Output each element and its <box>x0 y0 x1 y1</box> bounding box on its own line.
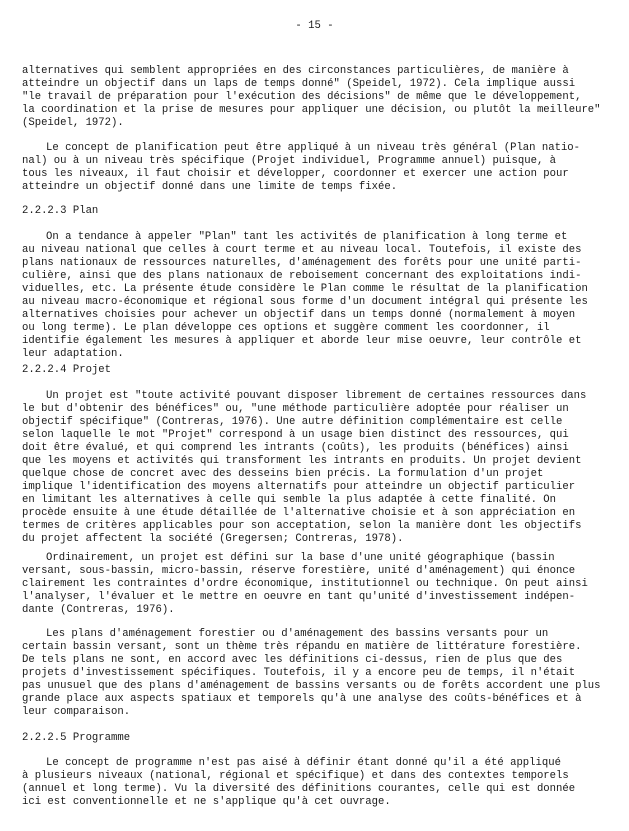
section-heading-plan: 2.2.2.3 Plan <box>22 205 99 217</box>
paragraph-text: Un projet est "toute activité pouvant disposer librement de certaines ressources dans le but d'obtenir des bénéfices" ou, "une méthode particulière adoptée pour réaliser un objectif spécifique" (Contreras, 1976). Une autre définition complémentaire est celle selon laquelle le mot "Projet" correspond à un usage bien distinct des ressources, qui doit être évalué, et qui comprend les intrants (coûts), les produits (bénéfices) ainsi que les moyens et activités qui transforment les intrants en produits. Un projet devient quelque chose de concret avec des desseins bien précis. La formulation d'un projet implique l'identification des moyens alternatifs pour atteindre un objectif particulier en limitant les alternatives à celle qui semble la plus adaptée à cette finalité. On procède ensuite à une étude détaillée de l'alternative choisie et à son appréciation en termes de critères applicables pour son acceptation, selon la manière dont les objectifs du projet affectent la société (Gregersen; Contreras, 1978). <box>22 390 587 545</box>
paragraph-programme <box>22 757 610 809</box>
paragraph-continuation <box>22 65 610 130</box>
paragraph-text: Ordinairement, un projet est défini sur la base d'une unité géographique (bassin versant, sous-bassin, micro-bassin, réserve forestière, unité d'aménagement) qui énonce clairement les contraintes d'ordre économique, institutionnel ou technique. On peut ainsi l'analyser, l'évaluer et le mettre en oeuvre en tant qu'unité d'investissement indépen- dante (Contreras, 1976). <box>22 552 588 616</box>
section-heading-projet: 2.2.2.4 Projet <box>22 364 112 376</box>
paragraph-text: Les plans d'aménagement forestier ou d'aménagement des bassins versants pour un certain bassin versant, sont un thème très répandu en matière de littérature forestière. De tels plans ne sont, en accord avec les définitions ci-dessus, rien de plus que des projets d'investissement spécifiques. Toutefois, il y a encore peu de temps, il n'était pas unusuel que des plans d'aménagement de bassins versants ou de forêts accordent une plus grande place aux aspects spatiaux et temporels qu'à une analyse des coûts-bénéfices et à leur comparaison. <box>22 628 601 718</box>
paragraph-plans-amenagement <box>22 628 610 719</box>
paragraph-projet-definition <box>22 390 610 546</box>
paragraph-text: On a tendance à appeler "Plan" tant les activités de planification à long terme et au niveau national que celles à court terme et au niveau local. Toutefois, il existe des plans nationaux de ressources naturelles, d'aménagement des forêts pour une unité parti- culière, ainsi que des plans nationaux de reboisement concernant des exploitations indi- viduelles, etc. La présente étude considère le Plan comme le résultat de la planification au niveau macro-économique et régional sous forme d'un document intégral qui présente les alternatives choisies pour achever un objectif dans un temps donné (normalement à moyen ou long terme). Le plan développe ces options et suggère comment les coordonner, il identifie également les mesures à appliquer et aborde leur mise oeuvre, leur contrôle et leur adaptation. <box>22 231 588 360</box>
section-heading-programme: 2.2.2.5 Programme <box>22 732 131 744</box>
paragraph-projet-unite <box>22 552 610 617</box>
paragraph-text: Le concept de planification peut être appliqué à un niveau très général (Plan natio- nal) ou à un niveau très spécifique (Projet individuel, Programme annuel) puisque, à tous les niveaux, il faut choisir et développer, coordonner et exercer une action pour atteindre un objectif donné dans une limite de temps fixée. <box>22 142 581 193</box>
paragraph-plan <box>22 231 610 361</box>
paragraph-text: alternatives qui semblent appropriées en des circonstances particulières, de manière à atteindre un objectif dans un laps de temps donné" (Speidel, 1972). Cela implique aussi "le travail de préparation pour l'exécution des décisions" de même que le développement, la coordination et la prise de mesures pour appliquer une décision, ou plutôt la meilleure" (Speidel, 1972). <box>22 65 601 129</box>
paragraph-planification-concept <box>22 142 610 194</box>
paragraph-text: Le concept de programme n'est pas aisé à définir étant donné qu'il a été appliqué à plusieurs niveaux (national, régional et spécifique) et dans des contextes temporels (annuel et long terme). Vu la diversité des définitions courantes, celle qui est donnée ici est conventionnelle et ne s'applique qu'à cet ouvrage. <box>22 757 576 808</box>
page-number: - 15 - <box>295 20 334 32</box>
